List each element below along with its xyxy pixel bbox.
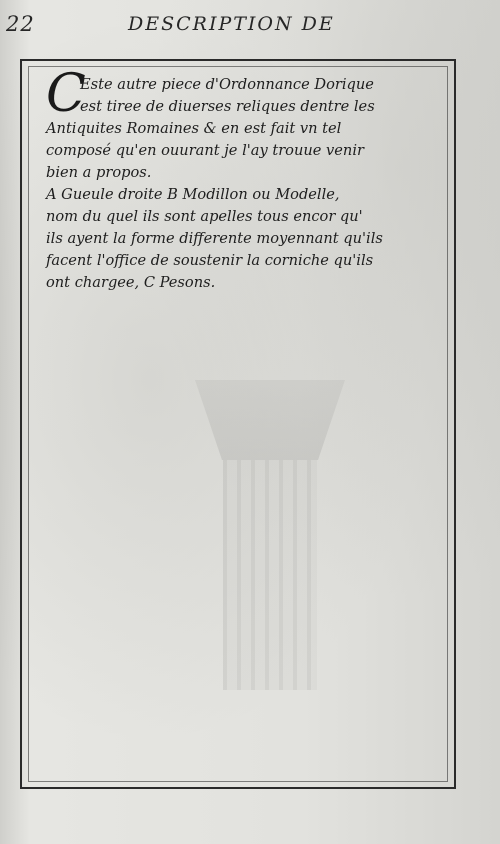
- column-capital-shape: [195, 380, 345, 460]
- page-header: [0, 10, 500, 40]
- text-line-9: facent l'office de soustenir la corniche qu'ils: [46, 252, 374, 269]
- column-shaft-shape: [223, 460, 317, 690]
- text-line-8: ils ayent la forme differente moyennant qu'ils: [46, 230, 383, 247]
- running-head: DESCRIPTION DE: [128, 13, 335, 35]
- text-line-1: Este autre piece d'Ordonnance Dorique: [80, 76, 374, 93]
- page-number: 22: [6, 12, 35, 36]
- text-line-4: composé qu'en ouurant je l'ay trouue venir: [46, 142, 364, 159]
- text-line-10: ont chargee, C Pesons.: [46, 274, 216, 291]
- show-through-column-image: [195, 380, 345, 690]
- body-text: [46, 74, 446, 294]
- text-line-7: nom du quel ils sont apelles tous encor qu': [46, 208, 363, 225]
- text-line-2: est tiree de diuerses reliques dentre les: [80, 98, 375, 115]
- text-line-5: bien a propos.: [46, 164, 152, 181]
- drop-capital: C: [46, 64, 86, 124]
- text-line-6: A Gueule droite B Modillon ou Modelle,: [46, 186, 340, 203]
- text-line-3: Antiquites Romaines & en est fait vn tel: [46, 120, 342, 137]
